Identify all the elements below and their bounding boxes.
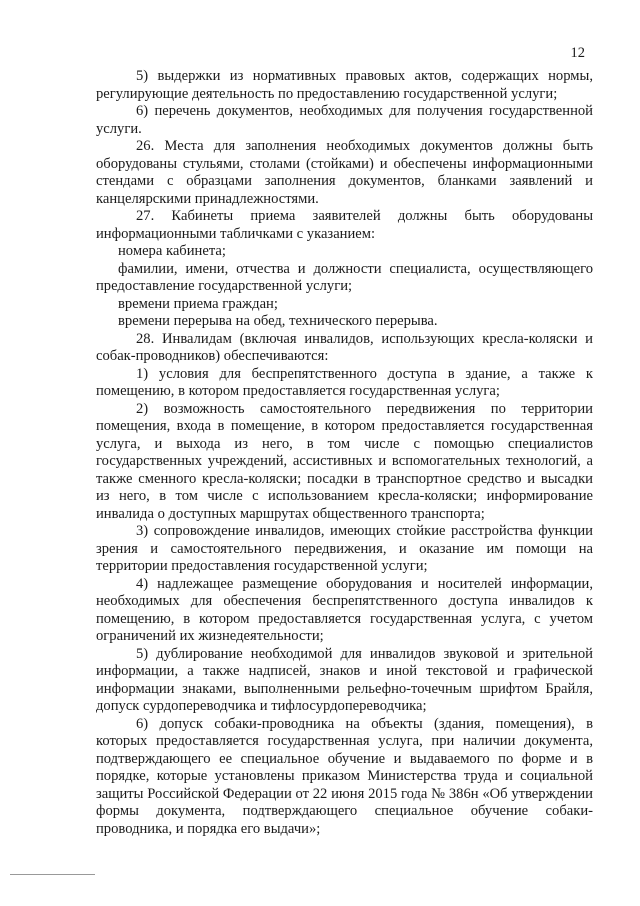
list-item: времени приема граждан; bbox=[118, 295, 278, 312]
paragraph: 4) надлежащее размещение оборудования и носителей информации, необходимых для обеспечения беспрепятственного доступа инвалидов к помещению, в котором предоставляется государственная услуга, с учетом ограничений их жизнедеятельности; bbox=[96, 575, 593, 644]
paragraph: 5) дублирование необходимой для инвалидов звуковой и зрительной информации, а также надписей, знаков и иной текстовой и графической информации знаками, выполненными рельефно-точечным шрифтом Брайля, допуск сурдопереводчика и тифлосурдопереводчика; bbox=[96, 645, 593, 714]
paragraph: 27. Кабинеты приема заявителей должны быть оборудованы информационными табличками с указанием: bbox=[96, 208, 593, 242]
page-number: 12 bbox=[570, 45, 585, 61]
list-item: фамилии, имени, отчества и должности специалиста, осуществляющего предоставление государственной услуги; bbox=[96, 260, 593, 294]
paragraph: 28. Инвалидам (включая инвалидов, использующих кресла-коляски и собак-проводников) обеспечиваются: bbox=[96, 330, 593, 364]
list-item: времени перерыва на обед, технического перерыва. bbox=[118, 313, 438, 329]
paragraph: 26. Места для заполнения необходимых документов должны быть оборудованы стульями, столами (стойками) и обеспечены информационными стендами с образцами заполнения документов, бланками заявлений и канцелярскими принадлежностями. bbox=[96, 138, 593, 207]
paragraph: 6) перечень документов, необходимых для получения государственной услуги. bbox=[96, 103, 593, 137]
paragraph: 3) сопровождение инвалидов, имеющих стойкие расстройства функции зрения и самостоятельного передвижения, и оказание им помощи на территории предоставления государственной услуги; bbox=[96, 523, 593, 574]
paragraph: 6) допуск собаки-проводника на объекты (здания, помещения), в которых предоставляется государственная услуга, при наличии документа, подтверждающего ее специальное обучение и выдаваемого по форме и в порядке, которые установлены приказом Министерства труда и социальной защиты Российской Федерации от 22 июня 2015 года № 386н «Об утверждении формы документа, подтверждающего специальное обучение собаки-проводника, и порядка его выдачи»; bbox=[96, 715, 593, 837]
paragraph: 5) выдержки из нормативных правовых актов, содержащих нормы, регулирующие деятельность по предоставлению государственной услуги; bbox=[96, 68, 593, 102]
paragraph: 2) возможность самостоятельного передвижения по территории помещения, входа в помещение, в котором предоставляется государственная услуга, и выхода из него, в том числе с помощью специалистов государственных учреждений, ассистивных и вспомогательных технологий, а также сменного кресла-коляски; посадки в транспортное средство и высадки из него, в том числе с использованием кресла-коляски; информирование инвалида о доступных маршрутах общественного транспорта; bbox=[96, 400, 593, 522]
footnote-rule bbox=[10, 874, 95, 875]
document-body bbox=[96, 68, 593, 838]
paragraph: 1) условия для беспрепятственного доступа в здание, а также к помещению, в котором предоставляется государственная услуга; bbox=[96, 365, 593, 399]
list-item: номера кабинета; bbox=[118, 243, 226, 259]
